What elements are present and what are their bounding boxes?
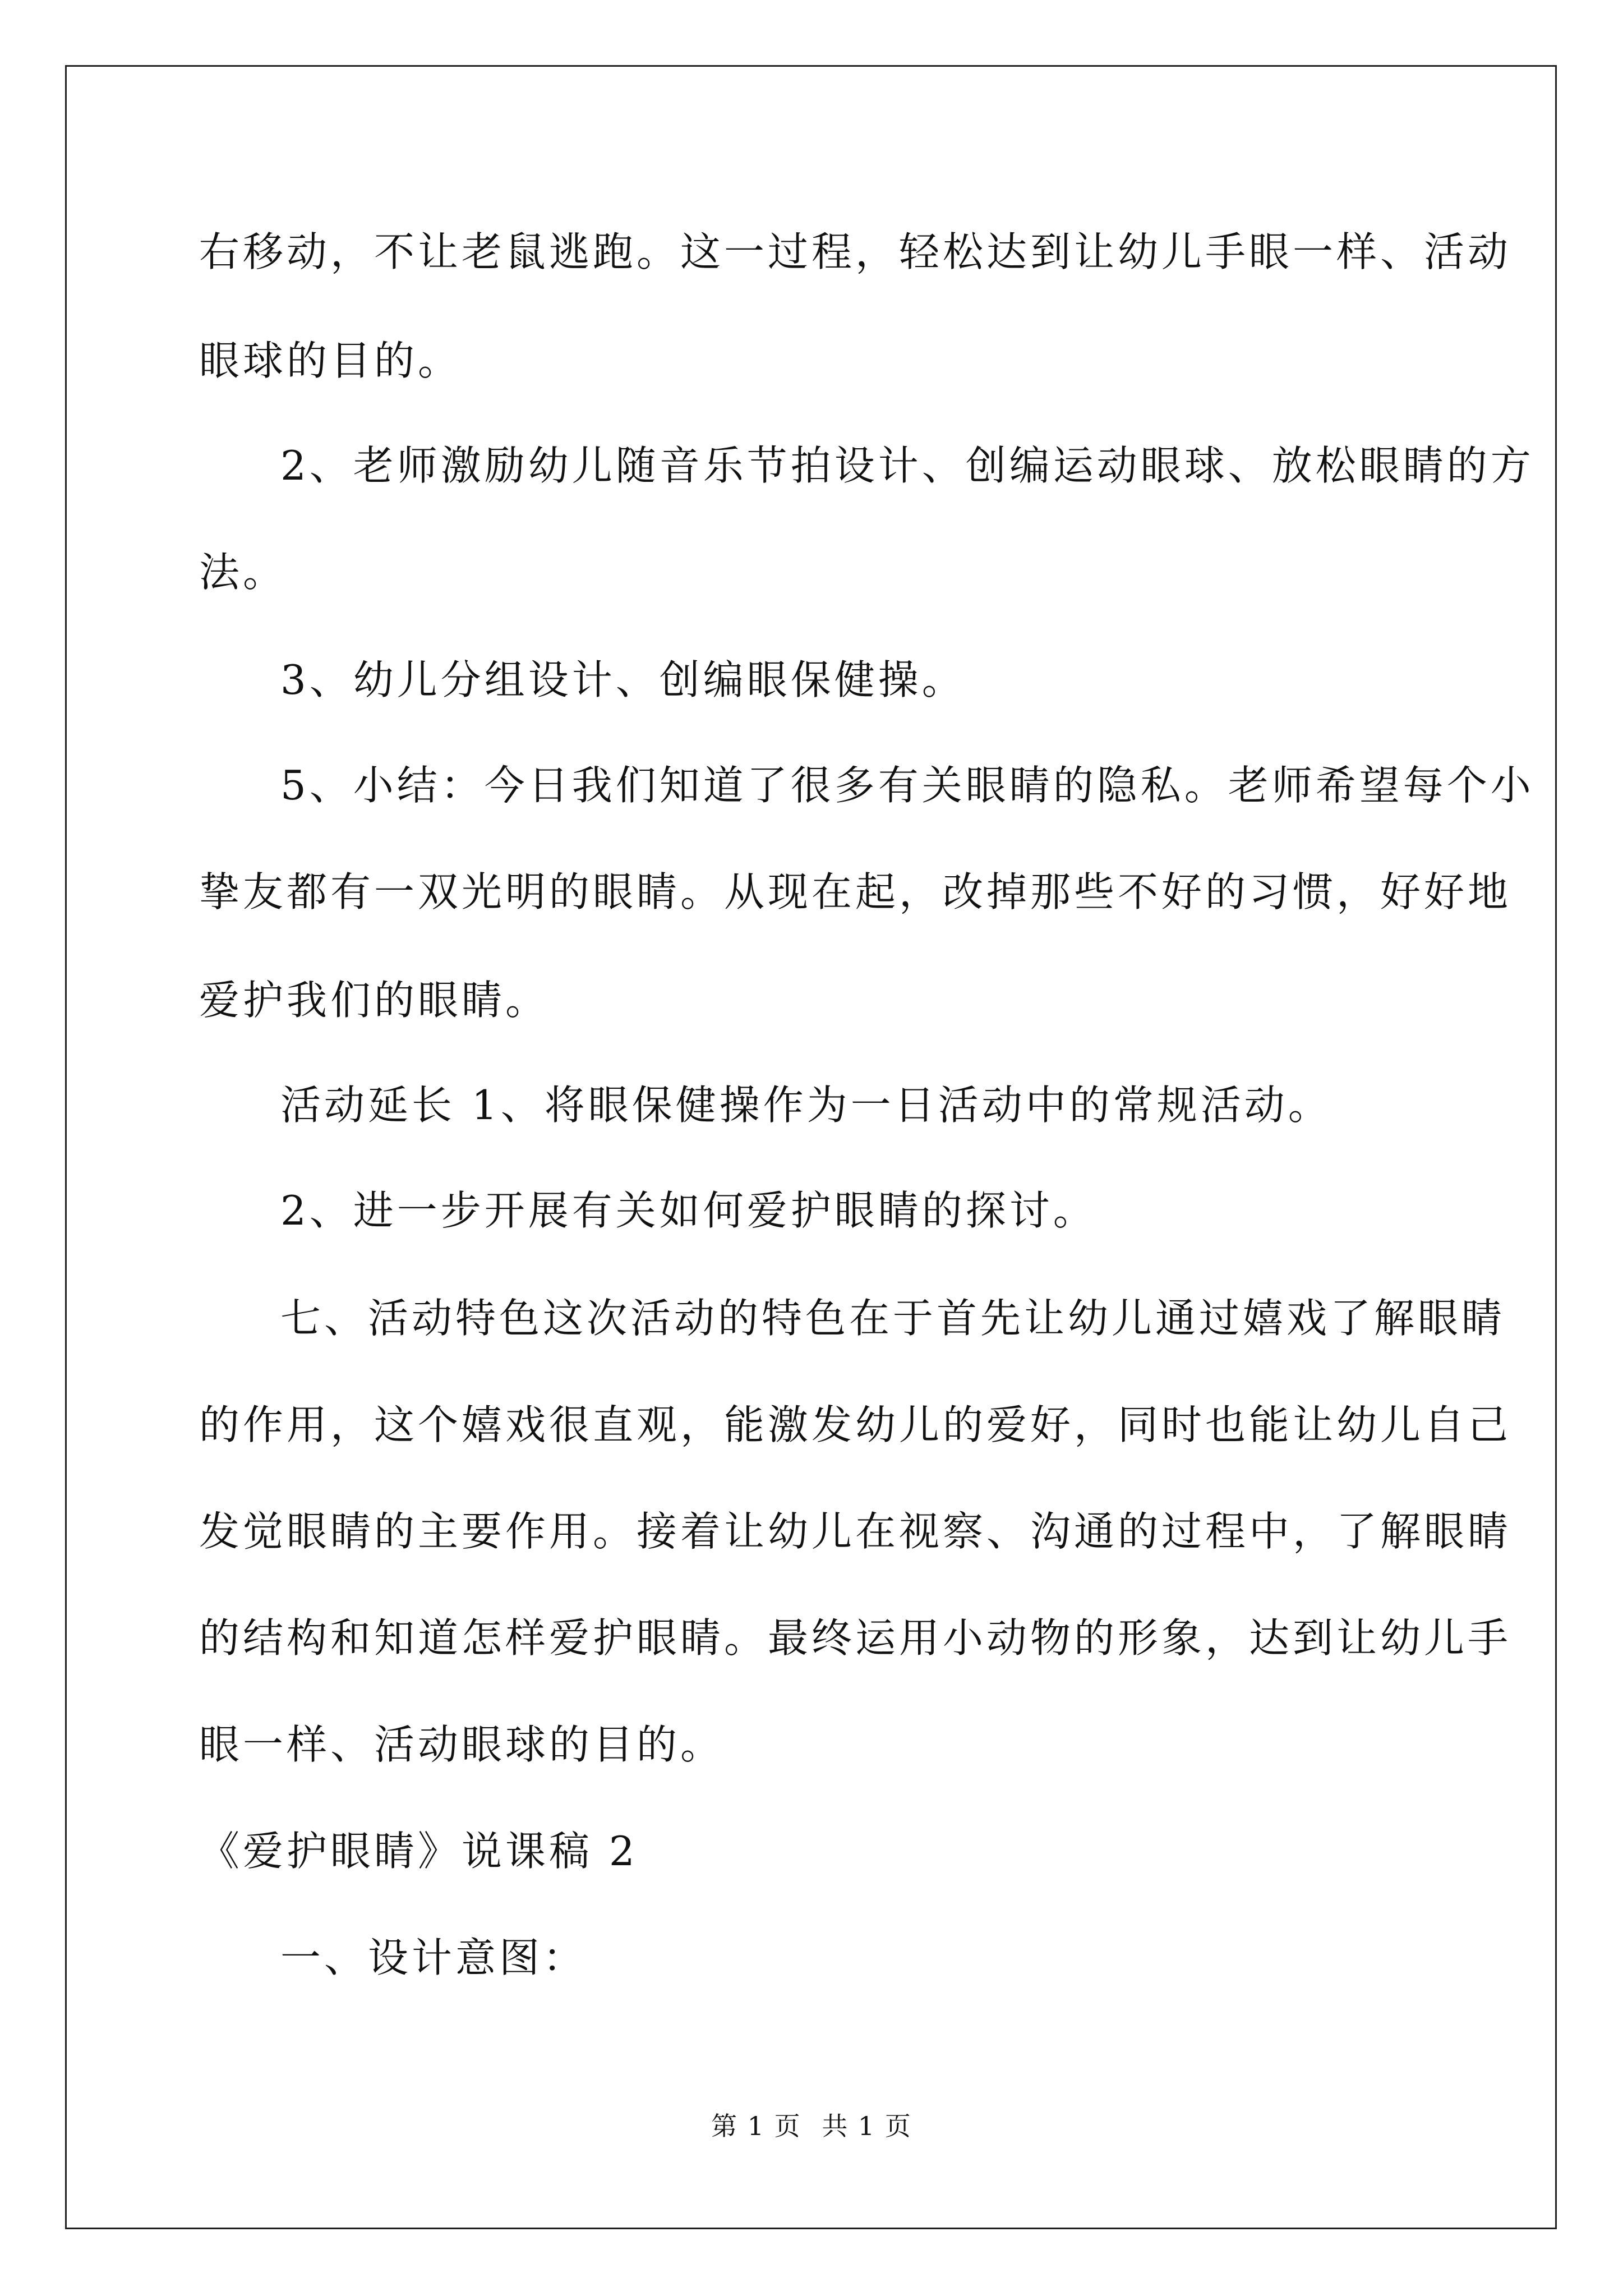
text-line: 眼一样、活动眼球的目的。 <box>199 1721 725 1768</box>
text-line: 2、老师激励幼儿随音乐节拍设计、创编运动眼球、放松眼睛的方 <box>280 442 1534 489</box>
page-total: 共 1 页 <box>822 2111 912 2141</box>
text-line: 的作用，这个嬉戏很直观，能激发幼儿的爱好，同时也能让幼儿自己 <box>199 1401 1512 1448</box>
text-line: 2、进一步开展有关如何爱护眼睛的探讨。 <box>280 1187 1097 1234</box>
text-line: 5、小结：今日我们知道了很多有关眼睛的隐私。老师希望每个小 <box>280 762 1534 809</box>
text-line: 一、设计意图： <box>280 1934 587 1981</box>
text-line: 眼球的目的。 <box>199 337 462 384</box>
page-number: 第 1 页 <box>711 2111 801 2141</box>
text-line: 右移动，不让老鼠逃跑。这一过程，轻松达到让幼儿手眼一样、活动 <box>199 228 1512 275</box>
text-line: 3、幼儿分组设计、创编眼保健操。 <box>280 656 966 703</box>
page-border <box>65 65 1557 2229</box>
text-line: 的结构和知道怎样爱护眼睛。最终运用小动物的形象，达到让幼儿手 <box>199 1614 1512 1662</box>
page-footer <box>0 2109 1623 2143</box>
text-line: 活动延长 1、将眼保健操作为一日活动中的常规活动。 <box>280 1082 1332 1129</box>
text-line: 法。 <box>199 549 287 596</box>
section-title: 《爱护眼睛》说课稿 2 <box>199 1828 638 1875</box>
text-line: 发觉眼睛的主要作用。接着让幼儿在视察、沟通的过程中，了解眼睛 <box>199 1508 1512 1555</box>
text-line: 七、活动特色这次活动的特色在于首先让幼儿通过嬉戏了解眼睛 <box>280 1295 1506 1342</box>
text-line: 挚友都有一双光明的眼睛。从现在起，改掉那些不好的习惯，好好地 <box>199 868 1512 915</box>
text-line: 爱护我们的眼睛。 <box>199 977 550 1024</box>
